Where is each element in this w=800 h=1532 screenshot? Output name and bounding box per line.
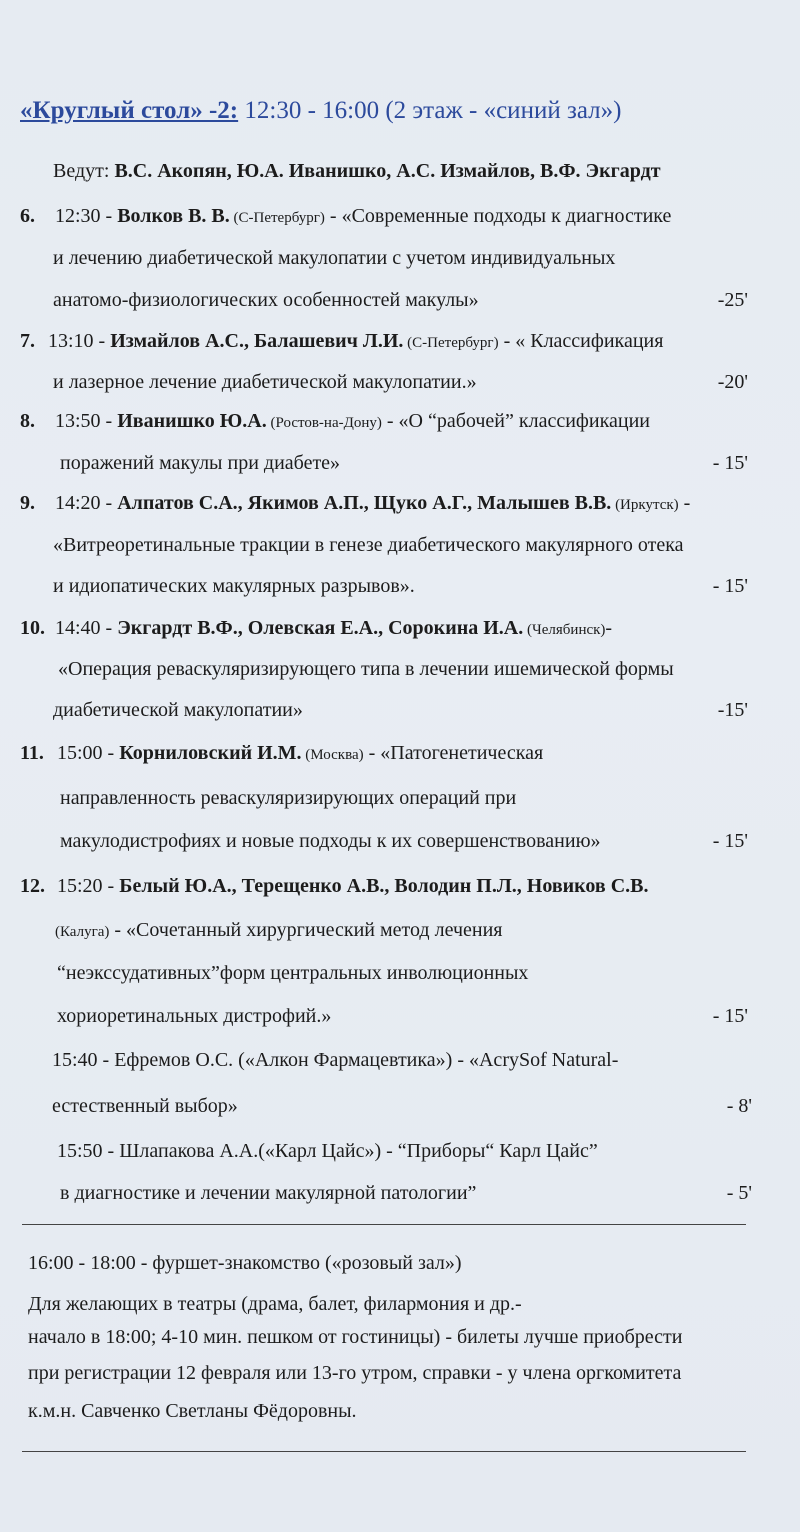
talk-authors: Волков В. В. bbox=[117, 205, 230, 227]
talk-title-line: «Витреоретинальные тракции в генезе диабетического макулярного отека bbox=[53, 534, 684, 556]
theatre-note-line: начало в 18:00; 4-10 мин. пешком от гостиницы) - билеты лучше приобрести bbox=[28, 1326, 683, 1348]
section-header bbox=[20, 97, 621, 125]
talk-title-line: “неэкссудативных”форм центральных инволюционных bbox=[57, 962, 529, 984]
talk-time: 15:20 - bbox=[57, 875, 120, 897]
talk-time: 14:40 - bbox=[55, 617, 118, 639]
talk-authors: Корниловский И.М. bbox=[119, 742, 302, 764]
talk-duration: - 15' bbox=[712, 830, 748, 852]
talk-city: (Москва) bbox=[301, 747, 364, 763]
talk-time: 14:20 - bbox=[55, 492, 118, 514]
talk-number: 11. bbox=[20, 742, 44, 764]
talk-authors: Измайлов А.С., Балашевич Л.И. bbox=[110, 330, 404, 352]
talk-line-1 bbox=[48, 328, 663, 356]
talk-city: (Калуга) bbox=[55, 924, 110, 940]
talk-line-1 bbox=[55, 408, 650, 436]
talk-city: (Челябинск) bbox=[523, 622, 606, 638]
talk-duration: - 15' bbox=[712, 575, 748, 597]
theatre-note-line: к.м.н. Савченко Светланы Фёдоровны. bbox=[28, 1400, 357, 1422]
talk-number: 9. bbox=[20, 492, 35, 514]
talk-title-line: и идиопатических макулярных разрывов». bbox=[53, 575, 415, 597]
talk-title: - «Современные подходы к диагностике bbox=[324, 205, 672, 227]
talk-time: 13:10 - bbox=[48, 330, 111, 352]
talk-city: (С-Петербург) bbox=[229, 210, 325, 226]
talk-line-1 bbox=[55, 203, 671, 231]
talk-line-1 bbox=[57, 873, 649, 899]
talk-line-1 bbox=[57, 740, 543, 768]
talk-title: - «Патогенетическая bbox=[363, 742, 544, 764]
divider bbox=[22, 1224, 746, 1225]
section-title: «Круглый стол» -2: bbox=[20, 97, 239, 124]
talk-title-line: и лазерное лечение диабетической макулопатии.» bbox=[53, 371, 477, 393]
theatre-note-line: при регистрации 12 февраля или 13-го утром, справки - у члена оргкомитета bbox=[28, 1362, 682, 1384]
talk-number: 10. bbox=[20, 617, 45, 639]
divider bbox=[22, 1451, 746, 1452]
talk-time: 12:30 - bbox=[55, 205, 118, 227]
moderators-names: В.С. Акопян, Ю.А. Иванишко, А.С. Измайлов, В.Ф. Экгардт bbox=[114, 160, 661, 182]
reception-note: 16:00 - 18:00 - фуршет-знакомство («розовый зал») bbox=[28, 1252, 462, 1274]
talk-title-line: анатомо-физиологических особенностей макулы» bbox=[53, 289, 479, 311]
talk-duration: - 15' bbox=[712, 452, 748, 474]
talk-title-line: поражений макулы при диабете» bbox=[60, 452, 341, 474]
talk-title-line: макулодистрофиях и новые подходы к их совершенствованию» bbox=[60, 830, 601, 852]
talk-title: - «О “рабочей” классификации bbox=[381, 410, 650, 432]
talk-duration: - 5' bbox=[726, 1182, 752, 1204]
talk-authors: Алпатов С.А., Якимов А.П., Щуко А.Г., Малышев В.В. bbox=[117, 492, 612, 514]
talk-title-line: «Операция реваскуляризирующего типа в лечении ишемической формы bbox=[58, 658, 674, 680]
talk-city: (Ростов-на-Дону) bbox=[266, 415, 382, 431]
talk-duration: -20' bbox=[717, 371, 748, 393]
talk-city: (С-Петербург) bbox=[403, 335, 499, 351]
talk-authors: Белый Ю.А., Терещенко А.В., Володин П.Л., Новиков С.В. bbox=[119, 875, 649, 897]
talk-title-line: хориоретинальных дистрофий.» bbox=[57, 1005, 332, 1027]
talk-duration: - 8' bbox=[726, 1095, 752, 1117]
sponsor-talk-line-1: 15:50 - Шлапакова А.А.(«Карл Цайс») - “Приборы“ Карл Цайс” bbox=[57, 1140, 598, 1162]
talk-duration: -25' bbox=[717, 289, 748, 311]
talk-duration: -15' bbox=[717, 699, 748, 721]
talk-number: 7. bbox=[20, 330, 35, 352]
talk-title: - bbox=[605, 617, 613, 639]
sponsor-talk-line-1: 15:40 - Ефремов О.С. («Алкон Фармацевтика») - «AcrySof Natural- bbox=[52, 1049, 619, 1071]
talk-number: 8. bbox=[20, 410, 35, 432]
sponsor-talk-line-2: в диагностике и лечении макулярной патологии” bbox=[60, 1182, 477, 1204]
section-time-location: 12:30 - 16:00 (2 этаж - «синий зал») bbox=[238, 97, 622, 124]
theatre-note-line: Для желающих в театры (драма, балет, филармония и др.- bbox=[28, 1293, 522, 1315]
talk-time: 13:50 - bbox=[55, 410, 118, 432]
moderators bbox=[53, 160, 661, 183]
talk-line-2 bbox=[55, 917, 503, 945]
talk-title: - bbox=[678, 492, 691, 514]
talk-line-1 bbox=[55, 615, 612, 643]
talk-title-line: направленность реваскуляризирующих операций при bbox=[60, 787, 517, 809]
talk-number: 12. bbox=[20, 875, 45, 897]
talk-authors: Экгардт В.Ф., Олевская Е.А., Сорокина И.А. bbox=[117, 617, 524, 639]
moderators-label: Ведут: bbox=[53, 160, 115, 182]
talk-duration: - 15' bbox=[712, 1005, 748, 1027]
talk-title-line: диабетической макулопатии» bbox=[53, 699, 303, 721]
sponsor-talk-line-2: естественный выбор» bbox=[52, 1095, 238, 1117]
talk-city: (Иркутск) bbox=[611, 497, 679, 513]
talk-line-1 bbox=[55, 490, 690, 518]
talk-number: 6. bbox=[20, 205, 35, 227]
talk-time: 15:00 - bbox=[57, 742, 120, 764]
talk-authors: Иванишко Ю.А. bbox=[117, 410, 267, 432]
talk-title: - «Сочетанный хирургический метод лечения bbox=[109, 919, 503, 941]
talk-title: - « Классификация bbox=[498, 330, 664, 352]
talk-title-line: и лечению диабетической макулопатии с учетом индивидуальных bbox=[53, 247, 616, 269]
